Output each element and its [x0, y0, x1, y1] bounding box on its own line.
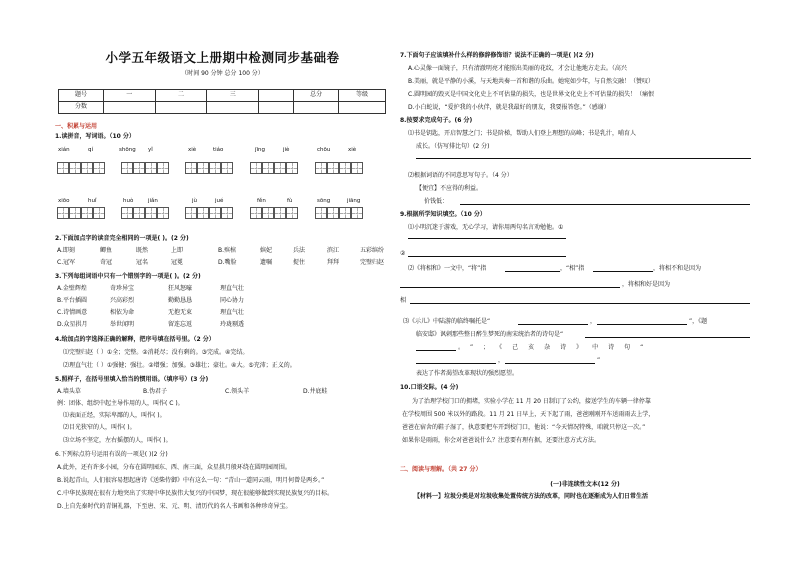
- score-cell: 一: [103, 90, 155, 102]
- q9-item-3f: ”；《己亥杂诗》中诗句“: [470, 344, 654, 351]
- q5-example: 例：团体、组织中起主导作用的人，叫作( C )。: [57, 400, 184, 407]
- option-text: 既然: [136, 247, 149, 254]
- option-text: 理直气壮: [220, 285, 245, 292]
- option-text: 留连忘返: [168, 321, 193, 328]
- q9-item-1b: ②: [400, 250, 406, 257]
- option-text: 冠冕: [171, 259, 184, 266]
- pinyin: yǐ: [148, 147, 153, 153]
- writing-box[interactable]: [121, 207, 169, 219]
- q9-item-2c: ，将相不和是因为: [653, 265, 702, 272]
- left-column: [55, 0, 390, 562]
- pinyin: xiōo: [58, 198, 70, 204]
- question-9: 9.根据所学知识填空。（10 分）: [400, 211, 486, 218]
- option-text: C.冠军: [57, 259, 76, 266]
- q10-paragraph-line: 在学校周围 500 米以外的路段。11 月 21 日早上，天下起了雨，爸爸刚刚开车送雨雨去上学，: [402, 411, 655, 418]
- option-text: 奇珍异宝: [110, 285, 135, 292]
- pinyin: xiè: [188, 147, 197, 153]
- score-input-cell[interactable]: [207, 102, 259, 114]
- material-1: 【材料一】垃圾分类是对垃圾收集处置传统方法的改革，同时也在逐渐成为人们日常生活: [414, 493, 649, 500]
- q8-item-2-word: 【便宜】不应得的利益。: [416, 185, 483, 192]
- option-text: 五彩缤纷: [360, 247, 385, 254]
- q10-paragraph-line: 如果你是雨雨，你会对爸爸说什么？注意要有理有据，还要注意方式方法。: [402, 437, 601, 444]
- q8-item-2: ⑵根据词语的不同意思写句子。（4 分）: [408, 172, 513, 179]
- option-text: 玲珑剔透: [220, 321, 245, 328]
- score-input-cell[interactable]: [339, 102, 386, 114]
- option-text: 滨江: [327, 247, 340, 254]
- pinyin: xiè: [348, 147, 357, 153]
- q4-item-1: ⑴完璧归赵（ ）①全；完整。②消耗尽；没有剩的。③完成。④完结。: [63, 349, 249, 356]
- option-text: A.金壁辉煌: [57, 285, 87, 292]
- answer-line[interactable]: [400, 287, 620, 288]
- q9-item-3e: 。: [458, 344, 465, 351]
- question-4: 4.给加点的字选择正确的解释，把序号填在括号里。（2 分）: [55, 336, 215, 343]
- score-cell: 题号: [59, 90, 104, 102]
- option-text: A.墙头草: [57, 388, 81, 395]
- score-input-cell[interactable]: [103, 102, 155, 114]
- option-text: 鲫鱼: [100, 247, 113, 254]
- q9-item-2a: ⑵《将相和》一文中，“将”指: [408, 265, 487, 272]
- answer-line[interactable]: [416, 363, 496, 364]
- score-cell: 二: [155, 90, 207, 102]
- score-table: [58, 89, 386, 114]
- page-subtitle: （时间 90 分钟 总分 100 分）: [181, 70, 264, 77]
- q9-item-2b: ，“相”指: [560, 265, 585, 272]
- q9-item-3d: 临安邸》讽刺那些整日醉生梦死的南宋统治者的诗句是“: [416, 331, 564, 338]
- option-text: 嫔妃: [260, 247, 273, 254]
- pinyin: fù: [287, 198, 293, 204]
- score-table-header-row: [59, 90, 386, 102]
- pinyin: jù: [192, 198, 198, 204]
- option-text: 遗嘱: [260, 259, 273, 266]
- reading-title: (一)非连续性文本(12 分): [550, 481, 620, 488]
- option-text: 捉住: [293, 259, 306, 266]
- option-text: A.即刻: [57, 247, 75, 254]
- pinyin: qí: [88, 147, 94, 153]
- score-cell: 三: [207, 90, 259, 102]
- q2-options-row-1: [55, 247, 390, 255]
- section-1-heading: 一、积累与运用: [55, 123, 98, 130]
- option-text: 拜拜: [327, 259, 340, 266]
- score-input-cell[interactable]: [259, 102, 294, 114]
- pinyin: xián: [58, 147, 70, 153]
- pinyin: jiè: [283, 147, 290, 153]
- answer-line[interactable]: [593, 271, 653, 272]
- q3-options-row: [55, 321, 390, 329]
- option-text: B.伪君子: [143, 388, 168, 395]
- q10-paragraph-line: 爸爸在宿舍的鞋子湿了，执意要把车开到校门口，他说：“今天情况特殊，咱就只停这一次。”: [402, 424, 646, 431]
- score-cell: 等级: [339, 90, 386, 102]
- q4-item-2: ⑵理直气壮（ ）①强健；强壮。②增强；加强。③雄壮；豪壮。④大。⑤充沛；正义的。: [63, 362, 296, 369]
- option-text: B.平台插圆: [57, 297, 88, 304]
- option-text: B.殡棺: [218, 247, 237, 254]
- q10-paragraph-line: 为了治理学校门口的拥堵，实验小学在 11 月 20 日制订了公约，接送学生的车辆一律停靠: [412, 398, 651, 405]
- pinyin: tiáo: [213, 147, 224, 153]
- answer-line[interactable]: [505, 271, 560, 272]
- answer-line[interactable]: [518, 324, 588, 325]
- q9-item-2d: ，将相和好是因为: [622, 281, 671, 288]
- pinyin: huǐ: [88, 198, 97, 204]
- answer-line[interactable]: [597, 324, 687, 325]
- pinyin: huò: [123, 198, 134, 204]
- q7-option-a: A.心灵像一面镜子，只有清澈明亮才能照出美丽的花纹，才会让他地方走去。（高兴: [408, 65, 627, 72]
- option-text: 理直气壮: [220, 309, 245, 316]
- option-text: 完璧归赵: [360, 259, 385, 266]
- question-5: 5.照样子，在括号里填入恰当的惯用语。（填序号）(3 分): [55, 376, 209, 383]
- q3-options-row: [55, 297, 390, 305]
- option-text: C.诗情画意: [57, 309, 88, 316]
- q9-item-3b: ，: [590, 318, 597, 325]
- q3-options-row: [55, 309, 390, 317]
- q9-item-1: ⑴小明沉迷于游戏，无心学习，请你用两句名言劝勉他。①: [408, 224, 564, 231]
- question-10: 10.口语交际。(4 分): [400, 384, 459, 391]
- option-text: 勤勤恳恳: [168, 297, 193, 304]
- writing-box[interactable]: [57, 207, 105, 219]
- q5-item-1: ⑴表面正经，实际卑鄙的人，叫作( )。: [63, 412, 166, 419]
- score-cell: 分数: [59, 102, 104, 114]
- score-table-score-row: [59, 102, 386, 114]
- option-text: 上即: [171, 247, 184, 254]
- q5-item-2: ⑵目光狭窄的人，叫作( )。: [63, 424, 136, 431]
- writing-box[interactable]: [57, 162, 105, 174]
- q9-item-3g: ，: [498, 357, 505, 364]
- option-text: 狂风怒嚎: [168, 285, 193, 292]
- option-text: 奇冠: [100, 259, 113, 266]
- pinyin: sōng: [317, 198, 331, 204]
- q9-item-2e: 相: [400, 297, 407, 304]
- answer-line[interactable]: [416, 158, 751, 159]
- section-2-heading: 二、阅读与理解。（共 27 分）: [400, 466, 482, 473]
- question-1: 1.读拼音，写词语。（10 分）: [55, 133, 135, 140]
- pinyin: shōng: [119, 147, 136, 153]
- q8-item-1b: 成长。（仿写排比句）(2 分): [416, 143, 490, 150]
- question-2: 2.下面加点字的读音完全相同的一项是( )。(2 分): [55, 235, 189, 242]
- question-6: 6.下列标点符号运用有误的一项是( )(2 分): [55, 451, 168, 458]
- writing-box[interactable]: [315, 207, 363, 219]
- answer-line[interactable]: [408, 256, 566, 257]
- page-title: 小学五年级语文上册期中检测同步基础卷: [105, 50, 340, 65]
- option-text: C.领头羊: [225, 388, 250, 395]
- writing-box[interactable]: [121, 162, 169, 174]
- score-input-cell[interactable]: [155, 102, 207, 114]
- q7-option-b: B.美丽，就是平静的小溪，与天地共奏一首和谐的乐曲。她宛如少年，与自然交融！（赞叹）: [408, 78, 655, 85]
- right-column: [400, 0, 770, 562]
- q9-item-3i: 表达了作者渴望改革现状的强烈愿望。: [416, 370, 519, 377]
- option-text: 无抱无束: [168, 309, 193, 316]
- q3-options-row: [55, 285, 390, 293]
- writing-box[interactable]: [250, 207, 298, 219]
- q6-option-c: C.中华民族现在很有力地突出了实现中华民族伟大复兴的中国梦，现在很能够做到实现民族复兴的目标。: [57, 490, 334, 497]
- q7-option-c: C.圆明园的毁灭是中国文化史上不可估量的损失，也是世界文化史上不可估量的损失！（痛恨: [408, 91, 655, 98]
- answer-line[interactable]: [585, 337, 750, 338]
- option-text: D.众星拱月: [57, 321, 88, 328]
- q6-option-b: B.说起青山，人们很容易想起唐诗《送柴侍御》中有这么一句：“青山一道同云雨，明月何曾是两乡。”: [57, 477, 325, 484]
- writing-box[interactable]: [185, 207, 233, 219]
- answer-line[interactable]: [408, 238, 566, 239]
- q9-item-3a: ⑶《示儿》中陆游的临终嘱托是“: [403, 318, 491, 325]
- pinyin: jué: [215, 198, 224, 204]
- q9-item-3h: ”: [597, 357, 601, 364]
- option-text: 兵法: [293, 247, 306, 254]
- q6-option-a: A.此外，还有许多小园，分布在圆明园东、西、南三面，众星拱月般环绕在圆明园周围。: [57, 464, 291, 471]
- q5-options-row: [55, 388, 390, 396]
- pinyin: chōu: [317, 147, 331, 153]
- option-text: 举世闻明: [110, 321, 135, 328]
- option-text: D.嘴脸: [218, 259, 237, 266]
- pinyin: jiǎn: [148, 198, 158, 204]
- option-text: D.井底蛙: [303, 388, 328, 395]
- q9-item-3c: ”，《题: [689, 318, 708, 325]
- writing-box[interactable]: [250, 162, 298, 174]
- option-text: 同心协力: [220, 297, 245, 304]
- question-8: 8.按要求完成句子。(6 分): [400, 117, 473, 124]
- option-text: 相依为命: [110, 309, 135, 316]
- answer-line[interactable]: [505, 363, 595, 364]
- q7-option-d: D.小白蛇说，“爱护我的小伙伴，就是我最好的朋友，我要报答您。”（感谢）: [408, 104, 610, 111]
- question-3: 3.下列每组词语中只有一个错别字的一项是( )。(2 分): [55, 273, 201, 280]
- pinyin: jīng: [255, 147, 266, 153]
- score-cell: 总分: [294, 90, 339, 102]
- writing-box[interactable]: [315, 162, 363, 174]
- score-cell: [259, 90, 294, 102]
- q8-item-2-meaning: 价钱低：: [424, 198, 449, 205]
- pinyin-row-2: [55, 198, 390, 206]
- option-text: 兴高彩烈: [110, 297, 135, 304]
- q2-options-row-2: [55, 259, 390, 267]
- answer-line[interactable]: [416, 350, 456, 351]
- pinyin: fěn: [257, 198, 266, 204]
- score-input-cell[interactable]: [294, 102, 339, 114]
- answer-line[interactable]: [410, 303, 750, 304]
- question-7: 7.下面句子应该填补什么样的修辞修饰语？说法不正确的一项是( )(2 分): [400, 52, 594, 59]
- q6-option-d: D.上自先秦时代的青铜礼器，下至唐、宋、元、明、清历代的名人书画和各种珍奇异宝。: [57, 503, 292, 510]
- pinyin: jiāng: [347, 198, 361, 204]
- pinyin-row-1: [55, 147, 390, 155]
- q8-item-1a: ⑴书是钥匙，开启智慧之门；书是阶梯，帮助人们登上理想的高峰；书是乳汁，哺育人: [408, 130, 637, 137]
- writing-box[interactable]: [185, 162, 233, 174]
- option-text: 冠名: [136, 259, 149, 266]
- answer-line[interactable]: [460, 204, 750, 205]
- q5-item-3: ⑶立场不坚定，左右摇摆的人，叫作( )。: [63, 437, 172, 444]
